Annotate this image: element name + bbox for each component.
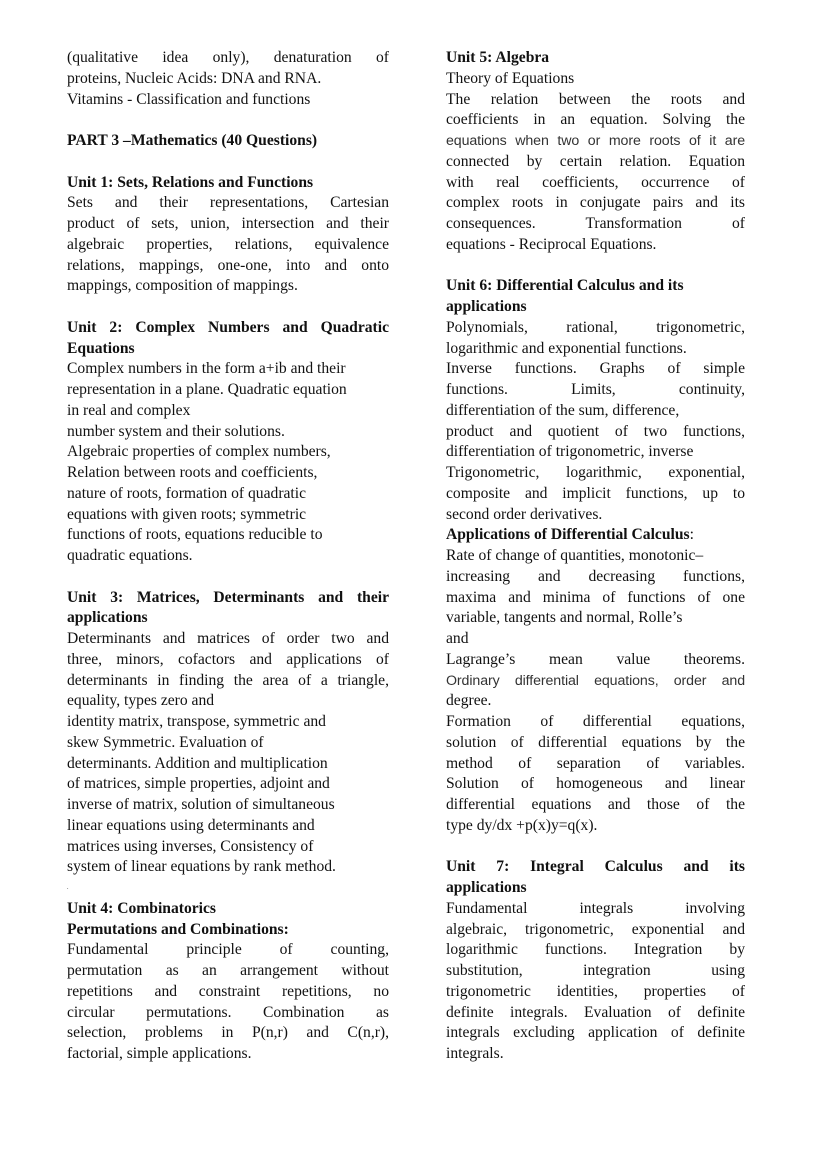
unit-title: Equations (67, 339, 135, 357)
text-line: equations - Reciprocal Equations. (446, 235, 657, 253)
text-line: skew Symmetric. Evaluation of (67, 733, 264, 751)
text-line: maxima and minima of functions of one (446, 588, 745, 606)
unit-title: Unit 3: Matrices, Determinants and their (67, 588, 389, 606)
unit-title: applications (67, 609, 148, 627)
unit-3 (67, 588, 389, 879)
chemistry-continuation (67, 48, 389, 110)
text-line: functions of roots, equations reducible to (67, 526, 323, 544)
text-line: Lagrange’s mean value theorems. (446, 650, 745, 668)
right-column (446, 48, 745, 1065)
text-line: repetitions and constraint repetitions, no (67, 982, 389, 1000)
text-line: number system and their solutions. (67, 422, 285, 440)
text-line: nature of roots, formation of quadratic (67, 484, 307, 502)
text-line: type dy/dx +p(x)y=q(x). (446, 816, 598, 834)
text-line: relations, mappings, one-one, into and onto (67, 256, 389, 274)
text-line: factorial, simple applications. (67, 1045, 252, 1062)
text-line: system of linear equations by rank method. (67, 858, 336, 876)
unit-title: Unit 5: Algebra (446, 49, 550, 66)
applications-heading-line (446, 525, 745, 546)
text-line: with real coefficients, occurrence of (446, 173, 745, 191)
text-line: proteins, Nucleic Acids: DNA and RNA. (67, 69, 322, 87)
text-line: Algebraic properties of complex numbers, (67, 443, 331, 461)
text-line: differentiation of the sum, difference, (446, 401, 680, 419)
text-line: matrices using inverses, Consistency of (67, 837, 314, 855)
text-line: linear equations using determinants and (67, 816, 315, 834)
text-line: equations with given roots; symmetric (67, 505, 307, 523)
unit-title: Unit 1: Sets, Relations and Functions (67, 173, 314, 191)
text-line: Rate of change of quantities, monotonic– (446, 547, 704, 564)
text-line: equality, types zero and (67, 692, 215, 710)
text-line: representation in a plane. Quadratic equation (67, 381, 347, 398)
text-line: mappings, composition of mappings. (67, 277, 298, 295)
text-line: logarithmic and exponential functions. (446, 339, 687, 357)
text-line: inverse of matrix, solution of simultaneous (67, 796, 335, 813)
text-line: Fundamental principle of counting, (67, 941, 389, 959)
unit-title: applications (446, 879, 527, 896)
text-line: Trigonometric, logarithmic, exponential, (446, 464, 745, 481)
text-line: differentiation of trigonometric, inverse (446, 443, 694, 461)
unit-subtitle: Permutations and Combinations: (67, 920, 289, 938)
text-line: degree. (446, 692, 492, 710)
unit-2 (67, 318, 389, 567)
text-line: selection, problems in P(n,r) and C(n,r), (67, 1024, 389, 1042)
text-line: Relation between roots and coefficients, (67, 464, 318, 481)
text-line: increasing and decreasing functions, (446, 567, 745, 585)
applications-colon: : (689, 526, 694, 544)
text-line: algebraic, trigonometric, exponential and (446, 920, 745, 938)
text-line: Ordinary differential equations, order and (446, 672, 745, 689)
text-line: product and quotient of two functions, (446, 422, 745, 440)
text-line: Sets and their representations, Cartesian (67, 194, 389, 212)
text-line: Solution of homogeneous and linear (446, 775, 745, 793)
text-line: Polynomials, rational, trigonometric, (446, 318, 745, 336)
unit-7 (446, 857, 745, 1065)
unit-1 (67, 173, 389, 298)
text-line: connected by certain relation. Equation (446, 152, 745, 170)
text-line: logarithmic functions. Integration by (446, 941, 745, 959)
text-line: Formation of differential equations, (446, 713, 745, 730)
text-line: trigonometric identities, properties of (446, 982, 745, 1000)
text-line: complex roots in conjugate pairs and its (446, 194, 745, 212)
text-line: Complex numbers in the form a+ib and their (67, 360, 346, 378)
text-line: functions. Limits, continuity, (446, 381, 745, 398)
unit-title: Unit 6: Differential Calculus and its (446, 277, 684, 295)
text-line: of matrices, simple properties, adjoint and (67, 775, 330, 793)
unit-5 (446, 48, 745, 256)
text-line: integrals. (446, 1045, 504, 1062)
text-line: solution of differential equations by the (446, 733, 745, 751)
text-line: identity matrix, transpose, symmetric and (67, 713, 326, 730)
text-line: permutation as an arrangement without (67, 962, 389, 979)
text-line: composite and implicit functions, up to (446, 484, 745, 502)
unit-4 (67, 899, 389, 1065)
text-line: coefficients in an equation. Solving the (446, 111, 745, 129)
text-line: Vitamins - Classification and functions (67, 90, 311, 108)
text-line: integrals excluding application of definite (446, 1024, 745, 1042)
unit-title: Unit 2: Complex Numbers and Quadratic (67, 318, 389, 336)
text-line: equations when two or more roots of it are (446, 133, 745, 149)
text-line: Determinants and matrices of order two and (67, 630, 389, 647)
text-line: definite integrals. Evaluation of definite (446, 1003, 745, 1021)
text-line: variable, tangents and normal, Rolle’s (446, 609, 683, 627)
stray-dot: . (67, 885, 69, 891)
text-line: Fundamental integrals involving (446, 899, 745, 917)
part-heading: PART 3 –Mathematics (40 Questions) (67, 132, 318, 149)
text-line: Inverse functions. Graphs of simple (446, 360, 745, 378)
text-line: second order derivatives. (446, 505, 603, 523)
unit-title: applications (446, 298, 527, 315)
text-line: circular permutations. Combination as (67, 1003, 389, 1021)
text-line: and (446, 630, 469, 647)
text-line: consequences. Transformation of (446, 215, 745, 232)
unit-title: Unit 4: Combinatorics (67, 899, 217, 917)
text-line: in real and complex (67, 401, 191, 419)
text-line: determinants in finding the area of a triangle, (67, 671, 389, 689)
text-line: algebraic properties, relations, equivalence (67, 235, 389, 253)
text-line: method of separation of variables. (446, 754, 745, 772)
text-line: substitution, integration using (446, 962, 745, 979)
text-line: quadratic equations. (67, 547, 193, 564)
left-column (67, 48, 389, 1065)
text-line: product of sets, union, intersection and their (67, 215, 389, 232)
unit-6 (446, 276, 745, 836)
text-line: determinants. Addition and multiplication (67, 754, 328, 772)
text-line: differential equations and those of the (446, 796, 745, 813)
applications-heading: Applications of Differential Calculus (446, 526, 690, 544)
unit-subtitle: Theory of Equations (446, 69, 575, 87)
unit-title: Unit 7: Integral Calculus and its (446, 858, 745, 876)
text-line: three, minors, cofactors and applications of (67, 650, 389, 668)
text-line: The relation between the roots and (446, 90, 745, 108)
text-line: (qualitative idea only), denaturation of (67, 49, 389, 66)
